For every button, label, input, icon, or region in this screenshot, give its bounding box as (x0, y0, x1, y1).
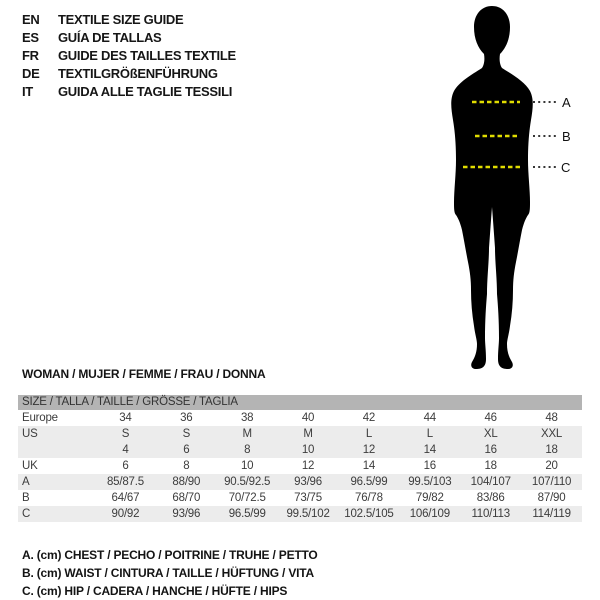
silhouette-path (451, 6, 533, 369)
table-row-chest-a (18, 474, 582, 490)
row-label: B (22, 491, 30, 504)
table-row-uk (18, 458, 582, 474)
language-title-block (22, 11, 402, 101)
size-cell: 14 (399, 442, 460, 458)
size-cell: 76/78 (355, 491, 383, 504)
size-cell: 96.5/99 (217, 506, 278, 522)
measurement-legend (22, 546, 318, 600)
title-line-it (22, 83, 402, 101)
size-cell: 87/90 (537, 491, 566, 504)
legend-line-chest: A. (cm) CHEST / PECHO / POITRINE / TRUHE / PETTO (22, 548, 318, 562)
size-cell: S (156, 426, 217, 442)
size-cell: 20 (545, 459, 558, 472)
title-line-fr (22, 47, 402, 65)
row-label: UK (22, 459, 38, 472)
language-code: FR (22, 48, 39, 63)
size-cell: 40 (301, 411, 315, 424)
table-row-us (18, 426, 582, 442)
table-header-row (18, 395, 582, 410)
size-measurement-figure (420, 0, 600, 380)
size-cell: 8 (217, 442, 278, 458)
measure-label-c: C (561, 160, 571, 175)
size-cell: 107/110 (521, 474, 582, 490)
size-cell: 44 (423, 411, 437, 424)
size-cell: 110/113 (460, 506, 521, 522)
size-cell: 36 (180, 411, 193, 424)
legend-line-waist: B. (cm) WAIST / CINTURA / TAILLE / HÜFTUNG / VITA (22, 566, 314, 580)
size-cell: 99.5/102 (278, 506, 339, 522)
title-text: GUÍA DE TALLAS (58, 30, 162, 45)
size-cell: L (339, 426, 400, 442)
language-code: DE (22, 66, 40, 81)
table-group-title: WOMAN / MUJER / FEMME / FRAU / DONNA (22, 367, 266, 381)
size-cell: 8 (183, 459, 190, 472)
size-cell: 18 (521, 442, 582, 458)
size-cell: 104/107 (460, 474, 521, 490)
title-line-de (22, 65, 402, 83)
size-cell: 68/70 (172, 491, 201, 504)
size-cell: 90/92 (95, 506, 156, 522)
table-header-bar: SIZE / TALLA / TAILLE / GRÖSSE / TAGLIA (18, 395, 582, 410)
size-cell: 48 (545, 411, 558, 424)
size-cell: 12 (339, 442, 400, 458)
size-cell: 16 (423, 459, 437, 472)
size-cell: 10 (240, 459, 254, 472)
row-label: Europe (22, 411, 58, 424)
title-text: TEXTILE SIZE GUIDE (58, 12, 184, 27)
measure-label-a: A (562, 95, 571, 110)
size-cell: 42 (362, 411, 376, 424)
size-cell: M (217, 426, 278, 442)
title-line-es (22, 29, 402, 47)
size-cell: XL (460, 426, 521, 442)
size-cell: 4 (95, 442, 156, 458)
size-cell: 114/119 (521, 506, 582, 522)
size-cell: S (95, 426, 156, 442)
size-cell: 14 (362, 459, 376, 472)
row-label: C (18, 506, 95, 522)
size-cell: 18 (484, 459, 497, 472)
table-row-europe (18, 410, 582, 426)
table-row-us-numeric (18, 442, 582, 458)
size-cell: 64/67 (111, 491, 140, 504)
language-code: EN (22, 12, 40, 27)
size-cell: 93/96 (156, 506, 217, 522)
title-text: GUIDA ALLE TAGLIE TESSILI (58, 84, 233, 99)
language-code: IT (22, 84, 33, 99)
size-cell: 10 (278, 442, 339, 458)
row-label: A (18, 474, 95, 490)
title-line-en (22, 11, 402, 29)
size-cell: 6 (156, 442, 217, 458)
size-cell: 12 (301, 459, 315, 472)
table-row-hip-c (18, 506, 582, 522)
size-cell: 73/75 (294, 491, 322, 504)
size-cell: 46 (484, 411, 497, 424)
language-code: ES (22, 30, 39, 45)
size-cell: 6 (122, 459, 129, 472)
size-cell: 38 (240, 411, 254, 424)
measure-label-b: B (562, 129, 571, 144)
size-cell: M (278, 426, 339, 442)
size-cell: 106/109 (399, 506, 460, 522)
size-cell: XXL (521, 426, 582, 442)
size-cell: 16 (460, 442, 521, 458)
woman-silhouette-figure (420, 0, 600, 380)
size-cell: 93/96 (278, 474, 339, 490)
title-text: TEXTILGRÖßENFÜHRUNG (58, 66, 218, 81)
size-cell: 79/82 (415, 491, 444, 504)
size-cell: 70/72.5 (228, 491, 266, 504)
size-cell: 34 (119, 411, 132, 424)
size-cell: 88/90 (156, 474, 217, 490)
size-cell: 99.5/103 (399, 474, 460, 490)
title-text: GUIDE DES TAILLES TEXTILE (58, 48, 236, 63)
size-cell: 83/86 (476, 491, 505, 504)
row-label (18, 442, 95, 458)
row-label: US (18, 426, 95, 442)
size-cell: 85/87.5 (95, 474, 156, 490)
size-table (18, 395, 582, 522)
size-cell: 96.5/99 (339, 474, 400, 490)
legend-line-hip: C. (cm) HIP / CADERA / HANCHE / HÜFTE / HIPS (22, 584, 288, 598)
size-cell: L (399, 426, 460, 442)
size-cell: 90.5/92.5 (217, 474, 278, 490)
table-row-waist-b (18, 490, 582, 506)
size-cell: 102.5/105 (339, 506, 400, 522)
